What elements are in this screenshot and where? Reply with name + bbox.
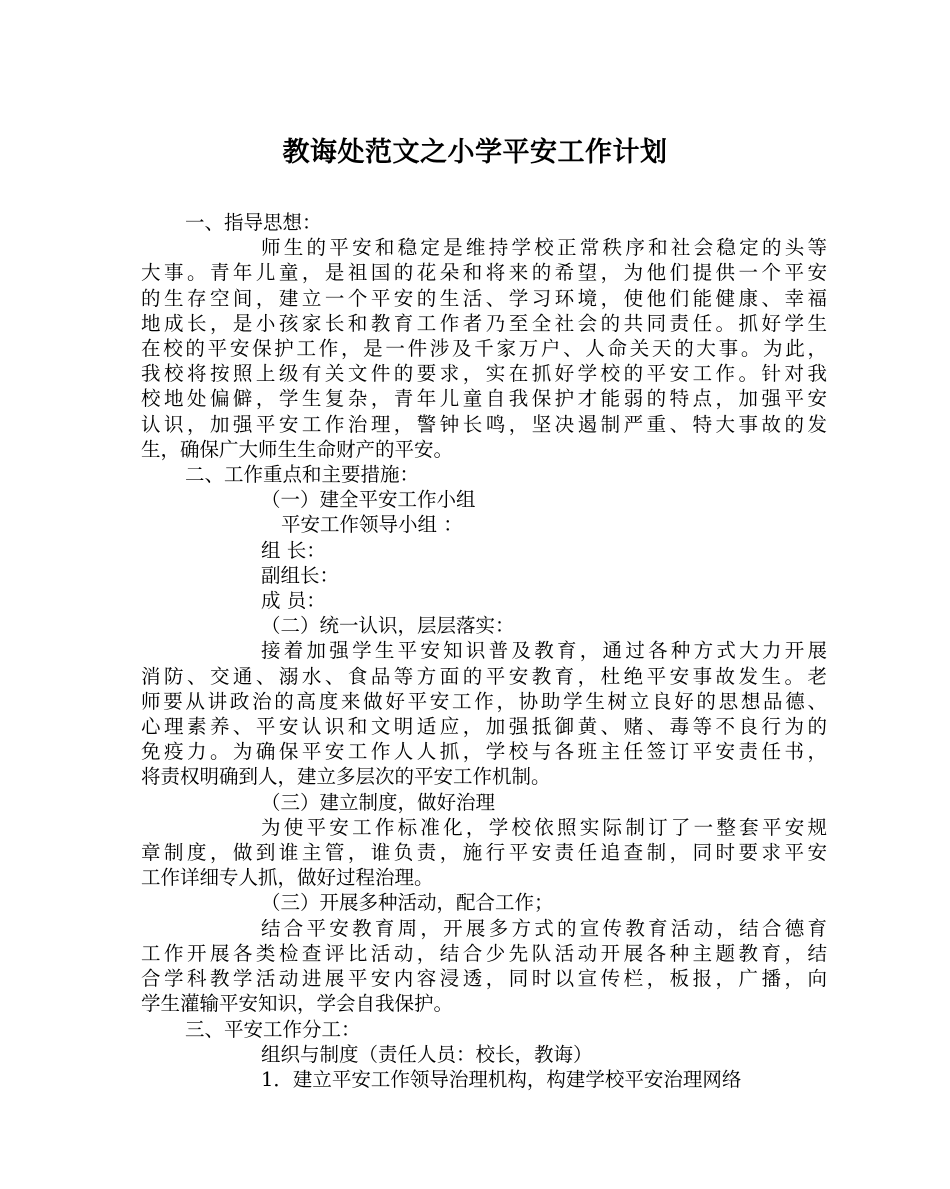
document-title: 教诲处范文之小学平安工作计划 bbox=[282, 137, 668, 168]
paragraph-line: 免疫力。为确保平安工作人人抓，学校与各班主任签订平安责任书， bbox=[141, 740, 827, 764]
section-heading: 一、指导思想： bbox=[185, 211, 322, 234]
paragraph-line: 生，确保广大师生生命财产的平安。 bbox=[141, 437, 454, 461]
subsection-heading: （三）建立制度，做好治理 bbox=[261, 790, 496, 814]
paragraph-line: 心理素养、平安认识和文明适应，加强抵御黄、赌、毒等不良行为的 bbox=[141, 715, 827, 739]
document-body bbox=[141, 210, 827, 1092]
section-heading: 三、平安工作分工： bbox=[185, 1017, 361, 1041]
paragraph-line: 我校将按照上级有关文件的要求，实在抓好学校的平安工作。针对我 bbox=[141, 362, 827, 386]
paragraph-line: 为使平安工作标准化，学校依照实际制订了一整套平安规 bbox=[261, 815, 827, 839]
paragraph-line: 师要从讲政治的高度来做好平安工作，协助学生树立良好的思想品德、 bbox=[141, 689, 827, 713]
paragraph-line: 大事。青年儿童，是祖国的花朵和将来的希望，为他们提供一个平安 bbox=[141, 261, 827, 285]
paragraph-line: 校地处偏僻，学生复杂，青年儿童自我保护才能弱的特点，加强平安 bbox=[141, 387, 827, 411]
paragraph-line: 接着加强学生平安知识普及教育，通过各种方式大力开展 bbox=[261, 639, 827, 663]
subsection-heading: （三）开展多种活动，配合工作； bbox=[261, 891, 554, 915]
subsection-heading: （二）统一认识，层层落实： bbox=[261, 614, 515, 638]
group-label: 平安工作领导小组 ： bbox=[281, 513, 463, 537]
paragraph-line: 学生灌输平安知识，学会自我保护。 bbox=[141, 992, 454, 1016]
subsection-heading: （一）建全平安工作小组 bbox=[261, 488, 476, 512]
paragraph-line: 章制度，做到谁主管，谁负责，施行平安责任追查制，同时要求平安 bbox=[141, 841, 827, 865]
paragraph-line: 的生存空间，建立一个平安的生活、学习环境，使他们能健康、幸福 bbox=[141, 286, 827, 310]
group-role-deputy: 副组长： bbox=[261, 563, 340, 587]
paragraph-line: 认识，加强平安工作治理，警钟长鸣，坚决遏制严重、特大事故的发 bbox=[141, 412, 827, 436]
paragraph-line: 工作开展各类检查评比活动，结合少先队活动开展各种主题教育，结 bbox=[141, 941, 827, 965]
paragraph-line: 消防、交通、溺水、食品等方面的平安教育，杜绝平安事故发生。老 bbox=[141, 664, 827, 688]
paragraph-line: 在校的平安保护工作，是一件涉及千家万户、人命关天的大事。为此， bbox=[141, 337, 827, 361]
paragraph-line: 合学科教学活动进展平安内容浸透，同时以宣传栏，板报，广播，向 bbox=[141, 967, 827, 991]
subsection-heading: 组织与制度（责任人员：校长，教诲） bbox=[261, 1042, 593, 1066]
paragraph-line: 师生的平安和稳定是维持学校正常秩序和社会稳定的头等 bbox=[261, 236, 827, 260]
paragraph-line: 结合平安教育周，开展多方式的宣传教育活动，结合德育 bbox=[261, 916, 827, 940]
numbered-item: 1．建立平安工作领导治理机构，构建学校平安治理网络 bbox=[261, 1067, 742, 1091]
group-role-members: 成 员： bbox=[261, 589, 326, 613]
paragraph-line: 将责权明确到人，建立多层次的平安工作机制。 bbox=[141, 765, 551, 789]
group-role-leader: 组 长： bbox=[261, 538, 326, 562]
paragraph-line: 工作详细专人抓，做好过程治理。 bbox=[141, 866, 434, 890]
paragraph-line: 地成长，是小孩家长和教育工作者乃至全社会的共同责任。抓好学生 bbox=[141, 311, 827, 335]
section-heading: 二、工作重点和主要措施： bbox=[185, 463, 420, 487]
